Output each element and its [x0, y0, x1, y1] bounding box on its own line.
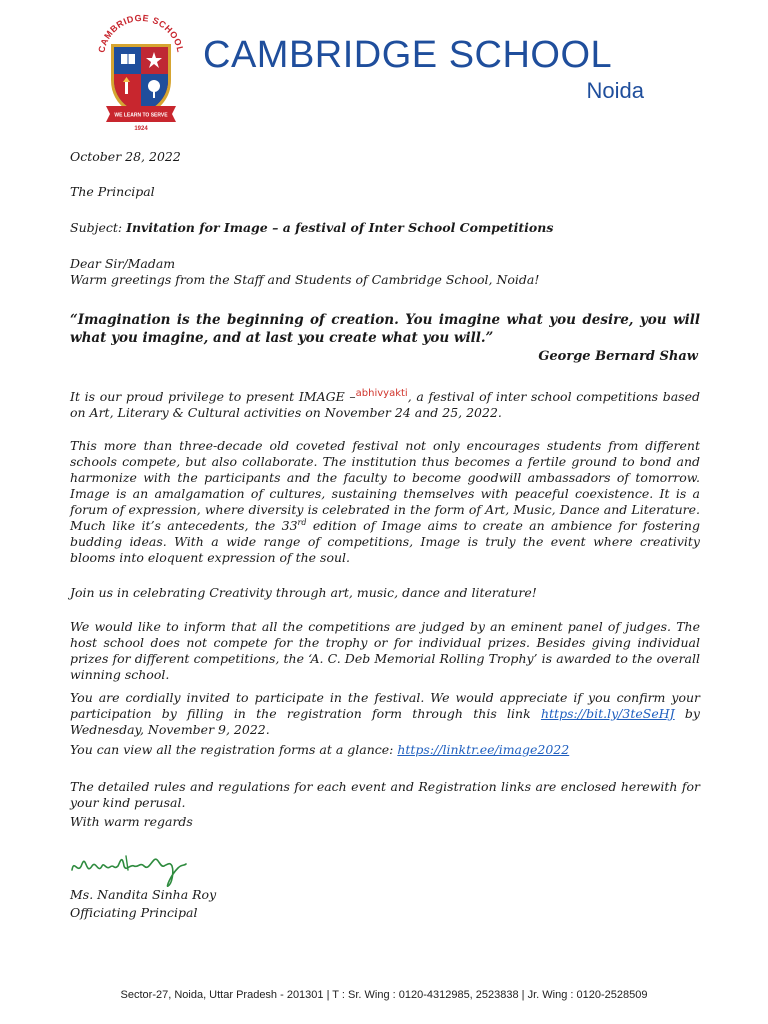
festival-text-start: This more than three-decade old coveted festival not only encourages students from different schools compete, but also collaborate. The institution thus becomes a fertile ground to bond and harmonize with the participants and the faculty to become goodwill ambassadors of tomorrow. Image is an amalgamation of cultures, sustaining themselves with peaceful coexistence. It is a forum of expression, where diversity is celebrated in the form of Art, Music, Dance and Literature. Much like it’s antecedents, the 33 [70, 438, 700, 533]
paragraph-festival [70, 438, 700, 566]
quote-author: George Bernard Shaw [538, 349, 698, 364]
festival-text-end: edition of Image aims to create an ambience for fostering budding ideas. With a wide range of competitions, Image is truly the event where creativity blooms into eloquent expression of the soul. [70, 518, 700, 565]
greeting: Warm greetings from the Staff and Students of Cambridge School, Noida! [70, 272, 540, 287]
school-city: Noida [586, 78, 644, 103]
school-name: CAMBRIDGE SCHOOL [203, 34, 613, 76]
paragraph-intro [70, 386, 700, 421]
registration-link[interactable]: https://bit.ly/3teSeHJ [540, 706, 675, 721]
paragraph-join: Join us in celebrating Creativity through art, music, dance and literature! [70, 585, 537, 600]
recipient: The Principal [70, 184, 155, 199]
signer-title: Officiating Principal [70, 905, 198, 920]
paragraph-forms [70, 742, 700, 758]
subject-line [70, 220, 700, 236]
intro-text-start: It is our proud privilege to present IMAGE – [70, 389, 356, 404]
forms-text: You can view all the registration forms at a glance: [70, 742, 398, 757]
subject-label: Subject: [70, 220, 123, 235]
signature-image [68, 840, 198, 890]
crest-year: 1924 [134, 126, 148, 132]
footer-address: Sector-27, Noida, Uttar Pradesh - 201301 | T : Sr. Wing : 0120-4312985, 2523838 | Jr. Wing : 0120-2528509 [120, 989, 648, 1001]
paragraph-registration [70, 690, 700, 738]
letter-date: October 28, 2022 [70, 149, 181, 164]
quote: “Imagination is the beginning of creation. You imagine what you desire, you will what you imagine, and at last you create what you will.” [70, 312, 700, 346]
intro-text-end: , a festival of inter school competitions based on Art, Literary & Cultural activities on November 24 and 25, 2022. [70, 389, 700, 420]
forms-link[interactable]: https://linktr.ee/image2022 [397, 742, 570, 757]
edition-suffix: rd [297, 517, 307, 527]
registration-text-end: by Wednesday, November 9, 2022. [70, 706, 700, 737]
school-crest-logo [94, 14, 188, 132]
closing: With warm regards [70, 814, 193, 829]
crest-motto: WE LEARN TO SERVE [114, 112, 168, 119]
festival-logo: abhivyakti [355, 388, 408, 399]
salutation: Dear Sir/Madam [70, 256, 176, 271]
paragraph-rules: The detailed rules and regulations for each event and Registration links are enclosed herewith for your kind perusal. [70, 779, 700, 810]
subject-text: Invitation for Image – a festival of Inter School Competitions [126, 220, 554, 235]
registration-text-start: You are cordially invited to participate in the festival. We would appreciate if you confirm your participation by filling in the registration form through this link [70, 690, 700, 721]
signer-name: Ms. Nandita Sinha Roy [70, 887, 217, 902]
paragraph-judges: We would like to inform that all the competitions are judged by an eminent panel of judges. The host school does not compete for the trophy or for individual prizes. Besides giving individual prizes for different competitions, the ‘A. C. Deb Memorial Rolling Trophy’ is awarded to the overall winning school. [70, 619, 700, 682]
crest-arc-text: CAMBRIDGE SCHOOL [96, 14, 186, 54]
